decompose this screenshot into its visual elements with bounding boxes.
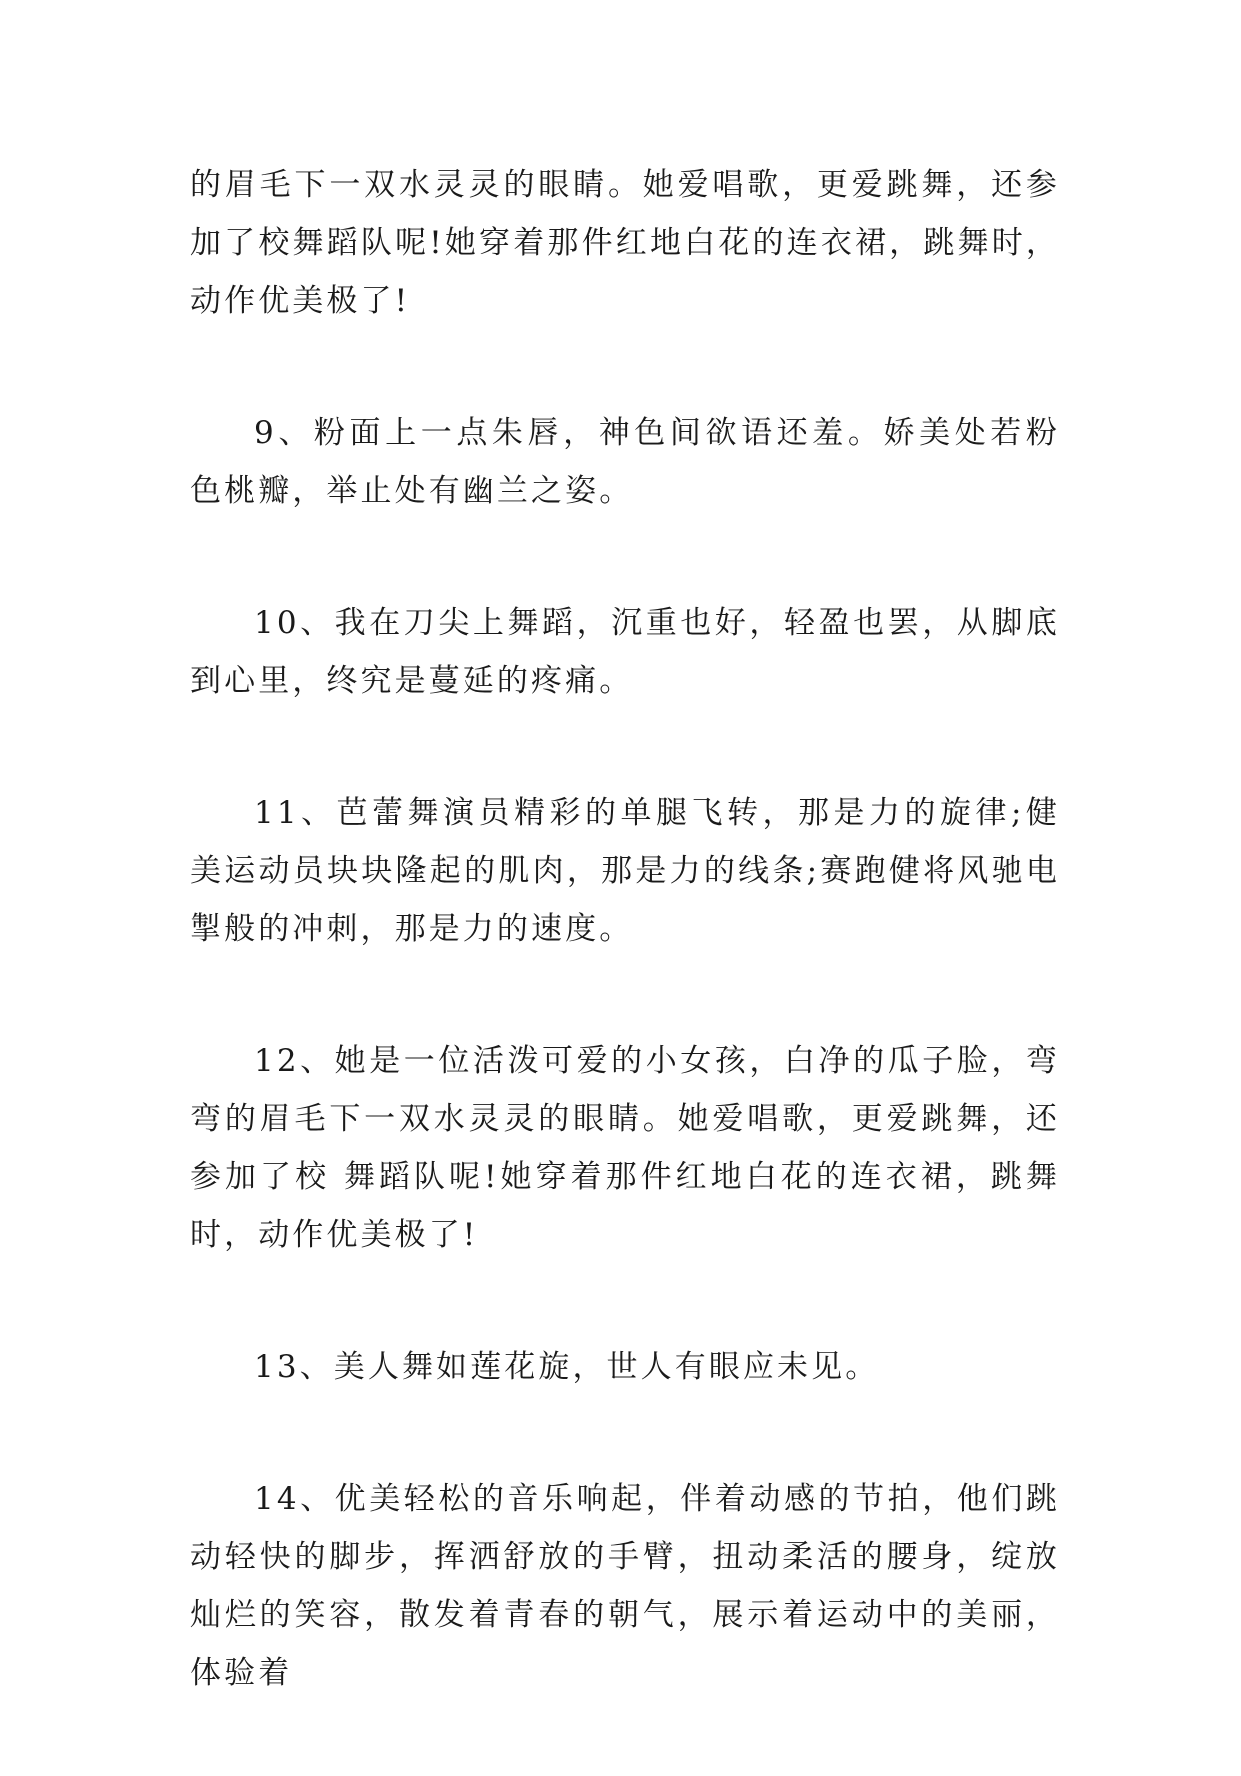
- paragraph-9: 9、粉面上一点朱唇，神色间欲语还羞。娇美处若粉色桃瓣，举止处有幽兰之姿。: [190, 415, 1060, 509]
- paragraph-13: 13、美人舞如莲花旋，世人有眼应未见。: [254, 1349, 880, 1385]
- paragraph-11: 11、芭蕾舞演员精彩的单腿飞转，那是力的旋律;健美运动员块块隆起的肌肉，那是力的线条;赛跑健将风驰电掣般的冲刺，那是力的速度。: [190, 795, 1060, 947]
- document-body: [190, 156, 1060, 1776]
- paragraph-continuation: 的眉毛下一双水灵灵的眼睛。她爱唱歌，更爱跳舞，还参加了校舞蹈队呢!她穿着那件红地白花的连衣裙，跳舞时，动作优美极了!: [190, 167, 1060, 319]
- paragraph-10: 10、我在刀尖上舞蹈，沉重也好，轻盈也罢，从脚底到心里，终究是蔓延的疼痛。: [190, 605, 1060, 699]
- paragraph-12: 12、她是一位活泼可爱的小女孩，白净的瓜子脸，弯弯的眉毛下一双水灵灵的眼睛。她爱唱歌，更爱跳舞，还参加了校 舞蹈队呢!她穿着那件红地白花的连衣裙，跳舞时，动作优美极了!: [190, 1043, 1060, 1253]
- paragraph-14: 14、优美轻松的音乐响起，伴着动感的节拍，他们跳动轻快的脚步，挥洒舒放的手臂，扭动柔活的腰身，绽放灿烂的笑容，散发着青春的朝气，展示着运动中的美丽，体验着: [190, 1481, 1060, 1691]
